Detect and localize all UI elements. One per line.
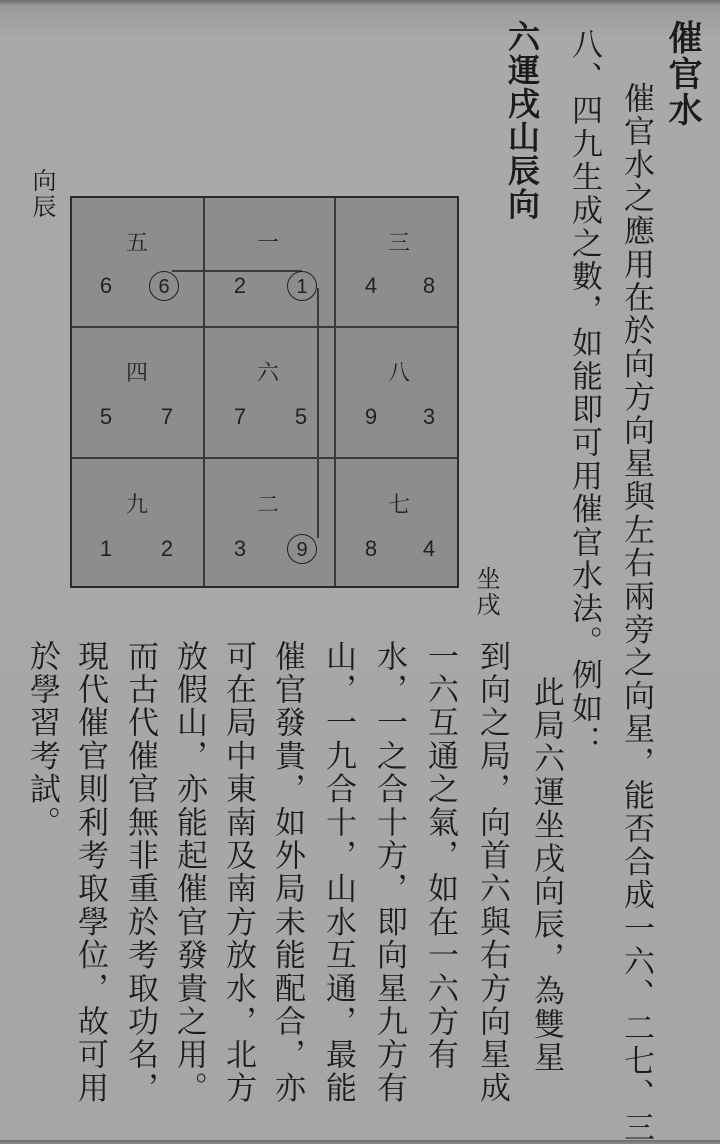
intro-column-1: 催官水之應用在於向方向星與左右兩旁之向星，能否合成一六、二七、三: [618, 82, 654, 1144]
palace-label: 七: [387, 493, 410, 518]
body-column-8: 放假山，亦能起催官發貴之用。: [171, 640, 207, 1105]
facing-star-circled: 1: [287, 271, 317, 301]
body-column-10: 現代催官則利考取學位，故可用: [72, 640, 108, 1105]
body-column-2: 到向之局，向首六與右方向星成: [474, 640, 510, 1105]
mountain-star: 7: [233, 404, 247, 429]
facing-star-circled: 9: [287, 534, 317, 564]
mountain-star: 9: [364, 404, 378, 429]
body-column-7: 可在局中東南及南方放水，北方: [220, 640, 256, 1105]
facing-star: 4: [422, 536, 436, 561]
mountain-star: 4: [364, 273, 378, 298]
palace-label: 五: [125, 231, 148, 256]
body-column-6: 催官發貴，如外局未能配合，亦: [269, 640, 305, 1105]
palace-label: 四: [125, 361, 148, 386]
palace-label: 二: [256, 493, 279, 518]
facing-star: 3: [422, 404, 436, 429]
palace-label: 三: [387, 231, 410, 256]
mountain-star: 1: [99, 536, 113, 561]
mountain-star: 2: [233, 273, 247, 298]
mountain-star: 3: [233, 536, 247, 561]
intro-column-2: 八、四九生成之數，如能即可用催官水法。例如：: [566, 28, 602, 759]
body-column-5: 山，一九合十，山水互通，最能: [320, 640, 356, 1105]
section-heading: 催官水: [662, 20, 702, 128]
palace-label: 一: [256, 231, 279, 256]
flying-star-grid: [70, 196, 459, 588]
facing-star: 5: [294, 404, 308, 429]
body-column-4: 水，一之合十方，即向星九方有: [371, 640, 407, 1105]
palace-label: 八: [387, 361, 410, 386]
mountain-star: 5: [99, 404, 113, 429]
sitting-label: 坐戌: [472, 566, 500, 618]
body-column-3: 一六互通之氣，如在一六方有: [422, 640, 458, 1072]
facing-star: 2: [160, 536, 174, 561]
facing-star: 8: [422, 273, 436, 298]
palace-label: 六: [256, 361, 279, 386]
palace-label: 九: [125, 493, 148, 518]
body-column-11: 於學習考試。: [24, 640, 60, 840]
facing-star-circled: 6: [149, 271, 179, 301]
body-column-1: 此局六運坐戌向辰，為雙星: [528, 676, 564, 1075]
mountain-star: 6: [99, 273, 113, 298]
connector-line-top: [172, 270, 302, 272]
facing-star: 7: [160, 404, 174, 429]
facing-label: 向辰: [28, 168, 56, 220]
mountain-star: 8: [364, 536, 378, 561]
body-column-9: 而古代催官無非重於考取功名，: [122, 640, 158, 1105]
chart-title: 六運戌山辰向: [503, 20, 541, 221]
